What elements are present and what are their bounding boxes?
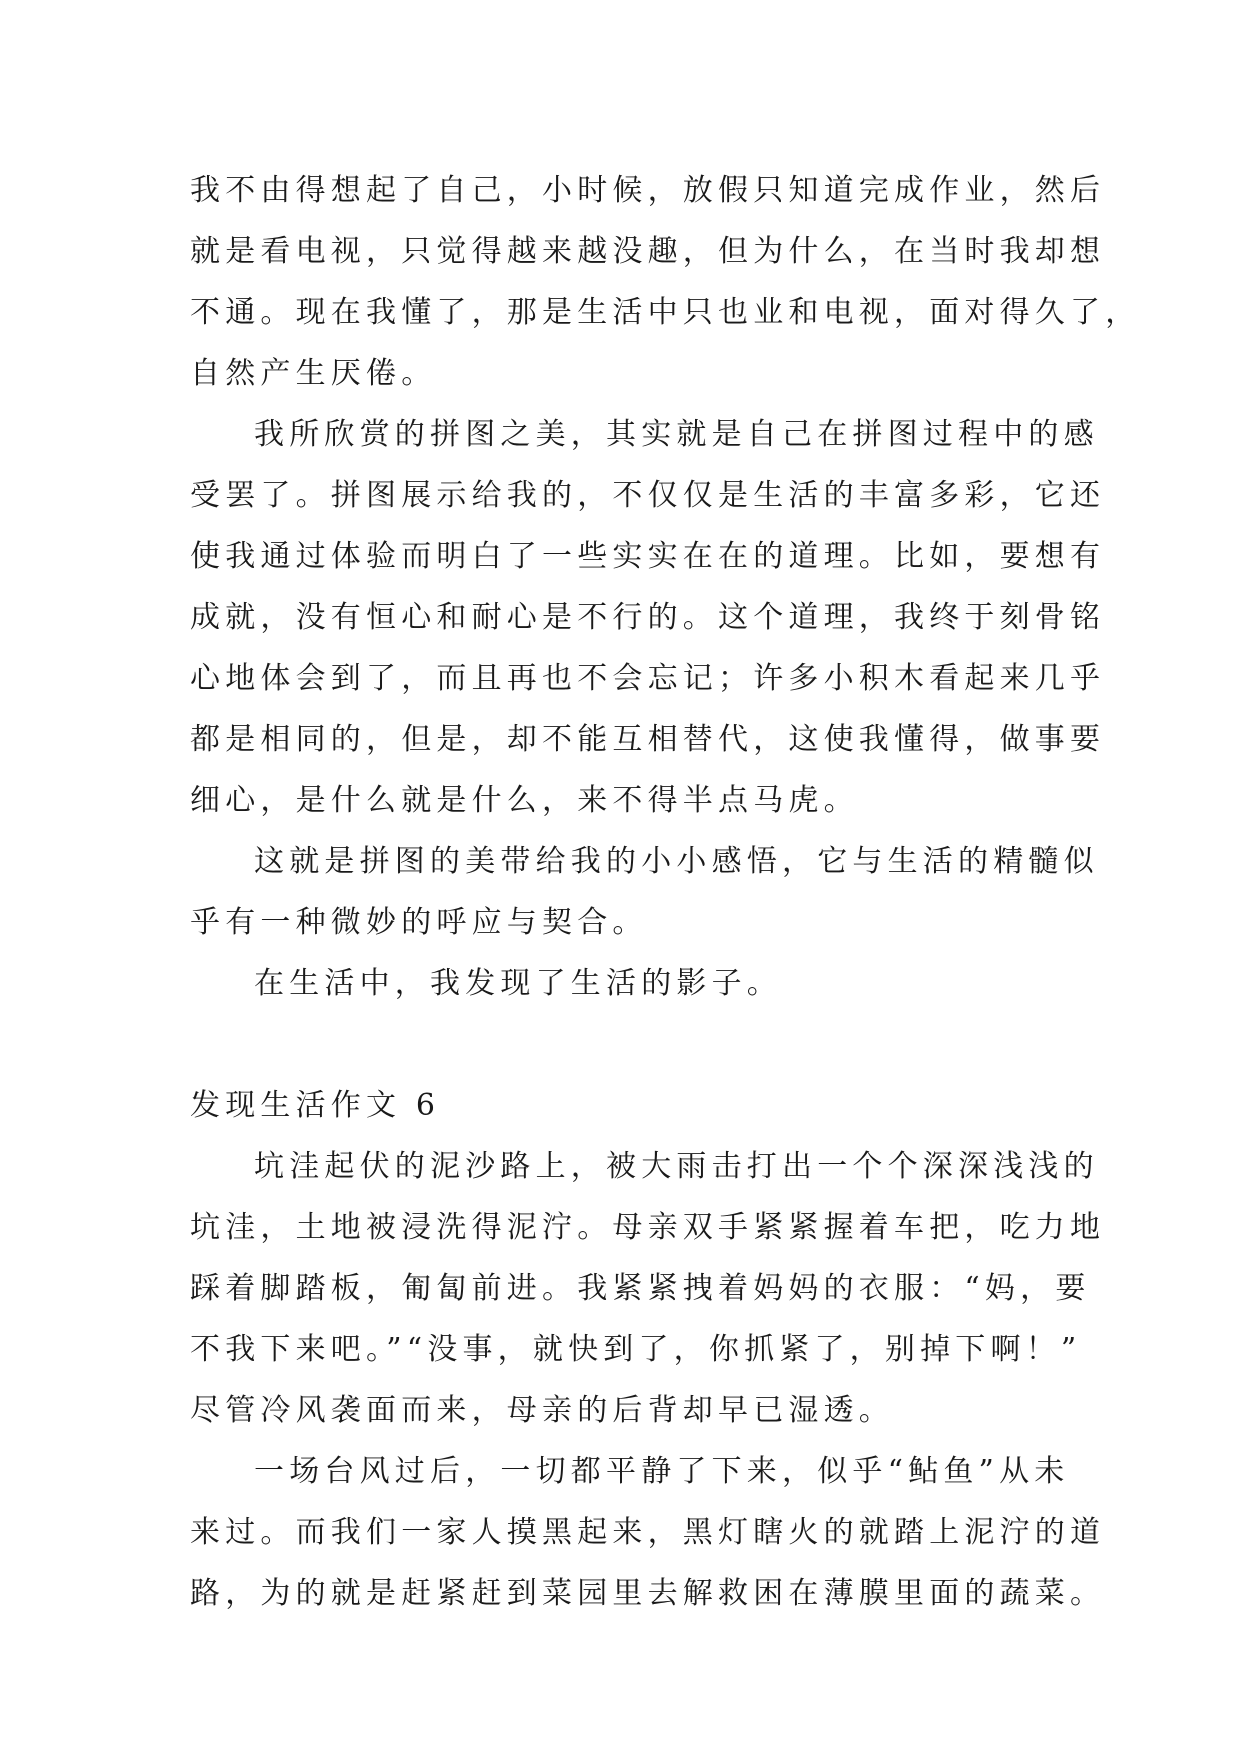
text-line: 自然产生厌倦。 xyxy=(190,356,437,391)
paragraph xyxy=(190,953,1090,1014)
text-line: 使我通过体验而明白了一些实实在在的道理。比如，要想有 xyxy=(190,539,1106,574)
text-line: 受罢了。拼图展示给我的，不仅仅是生活的丰富多彩，它还 xyxy=(190,478,1106,513)
text-line: 路，为的就是赶紧赶到菜园里去解救困在薄膜里面的蔬菜。 xyxy=(190,1576,1106,1611)
text-line: 细心，是什么就是什么，来不得半点马虎。 xyxy=(190,783,859,818)
document-page xyxy=(190,160,1141,1624)
text-line: 一场台风过后，一切都平静了下来，似乎“鲇鱼”从未 xyxy=(254,1454,1070,1489)
text-line: 尽管冷风袭面而来，母亲的后背却早已湿透。 xyxy=(190,1393,894,1428)
text-line: 就是看电视，只觉得越来越没趣，但为什么，在当时我却想 xyxy=(190,234,1106,269)
text-line: 我所欣赏的拼图之美，其实就是自己在拼图过程中的感 xyxy=(254,417,1099,452)
text-line: 坑洼，土地被浸洗得泥泞。母亲双手紧紧握着车把，吃力地 xyxy=(190,1210,1106,1245)
paragraph xyxy=(190,1441,1106,1624)
paragraph xyxy=(190,404,1106,831)
text-line: 踩着脚踏板，匍匐前进。我紧紧拽着妈妈的衣服：“妈，要 xyxy=(190,1271,1091,1306)
text-line: 不通。现在我懂了，那是生活中只也业和电视，面对得久了， xyxy=(190,295,1141,330)
text-line: 乎有一种微妙的呼应与契合。 xyxy=(190,905,648,940)
paragraph xyxy=(190,831,1099,953)
text-line: 坑洼起伏的泥沙路上，被大雨击打出一个个深深浅浅的 xyxy=(254,1149,1099,1184)
text-line: 在生活中，我发现了生活的影子。 xyxy=(254,966,782,1001)
section-title: 发现生活作文 6 xyxy=(190,1088,441,1123)
text-line: 成就，没有恒心和耐心是不行的。这个道理，我终于刻骨铭 xyxy=(190,600,1106,635)
paragraph xyxy=(190,160,1141,404)
text-line: 不我下来吧。”“没事，就快到了，你抓紧了，别掉下啊！” xyxy=(190,1332,1082,1367)
text-line: 这就是拼图的美带给我的小小感悟，它与生活的精髓似 xyxy=(254,844,1099,879)
text-line: 都是相同的，但是，却不能互相替代，这使我懂得，做事要 xyxy=(190,722,1106,757)
section-spacer xyxy=(190,1014,1090,1075)
paragraph xyxy=(190,1136,1106,1441)
text-line: 来过。而我们一家人摸黑起来，黑灯瞎火的就踏上泥泞的道 xyxy=(190,1515,1106,1550)
text-line: 我不由得想起了自己，小时候，放假只知道完成作业，然后 xyxy=(190,173,1106,208)
text-line: 心地体会到了，而且再也不会忘记；许多小积木看起来几乎 xyxy=(190,661,1106,696)
